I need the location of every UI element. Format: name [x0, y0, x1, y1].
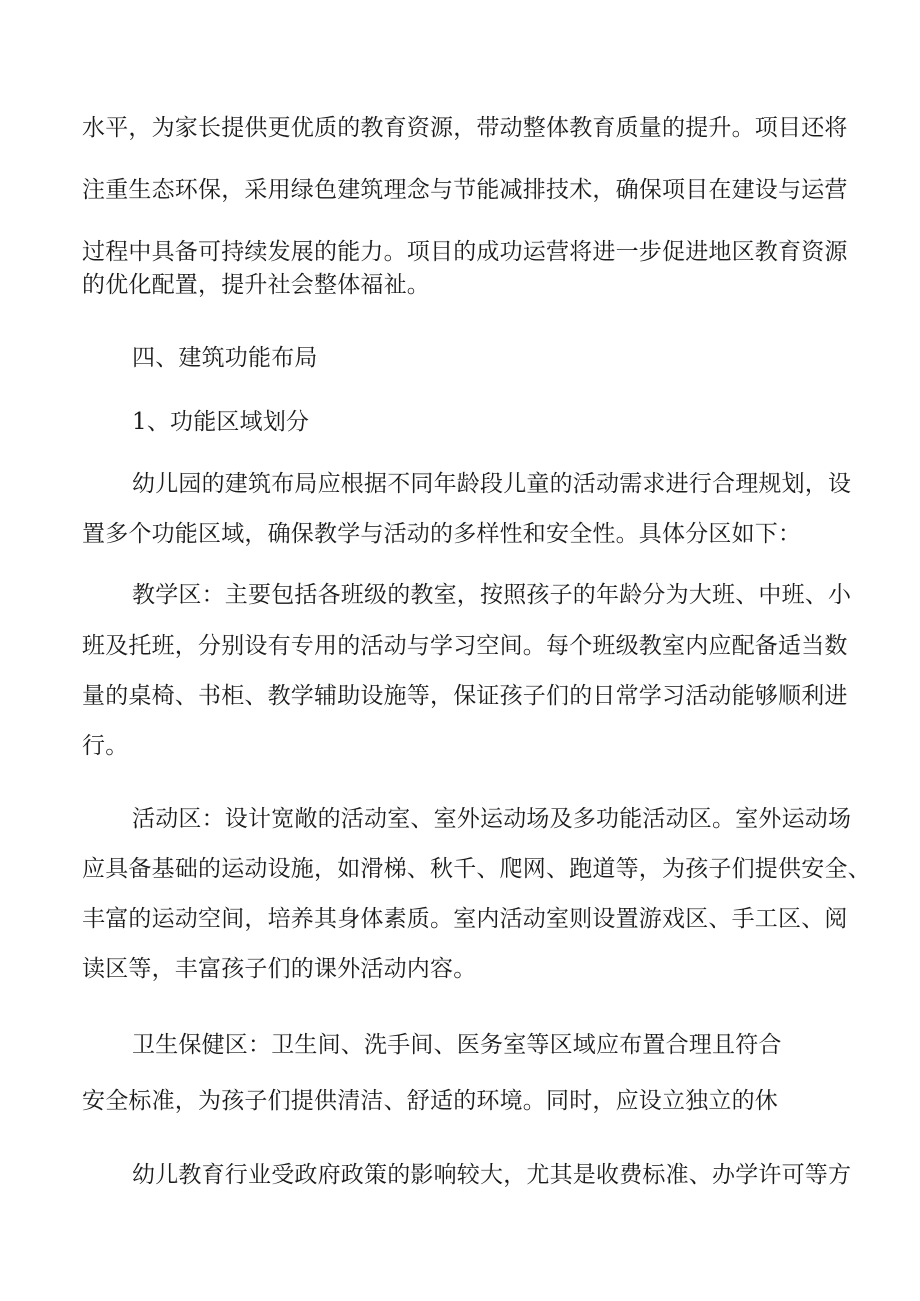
paragraph-line: 幼儿教育行业受政府政策的影响较大，尤其是收费标准、办学许可等方: [132, 1162, 852, 1188]
paragraph-line: 注重生态环保，采用绿色建筑理念与节能减排技术，确保项目在建设与运营: [82, 177, 848, 203]
paragraph-line: 教学区：主要包括各班级的教室，按照孩子的年龄分为大班、中班、小: [132, 582, 852, 608]
paragraph-line: 行。: [82, 733, 129, 759]
paragraph-line: 读区等，丰富孩子们的课外活动内容。: [82, 956, 477, 982]
section-heading: 四、建筑功能布局: [132, 345, 318, 371]
paragraph-line: 过程中具备可持续发展的能力。项目的成功运营将进一步促进地区教育资源: [82, 239, 848, 265]
paragraph-line: 应具备基础的运动设施，如滑梯、秋千、爬网、跑道等，为孩子们提供安全、: [82, 856, 871, 882]
paragraph-line: 量的桌椅、书柜、教学辅助设施等，保证孩子们的日常学习活动能够顺利进: [82, 683, 848, 709]
subsection-heading: 1、功能区域划分: [132, 409, 310, 435]
paragraph-line: 幼儿园的建筑布局应根据不同年龄段儿童的活动需求进行合理规划，设: [132, 471, 852, 497]
paragraph-line: 卫生保健区：卫生间、洗手间、医务室等区域应布置合理且符合: [132, 1032, 782, 1058]
paragraph-line: 水平，为家长提供更优质的教育资源，带动整体教育质量的提升。项目还将: [82, 115, 848, 141]
paragraph-line: 安全标准，为孩子们提供清洁、舒适的环境。同时，应设立独立的休: [82, 1088, 778, 1114]
paragraph-line: 的优化配置，提升社会整体福祉。: [82, 272, 430, 298]
paragraph-line: 丰富的运动空间，培养其身体素质。室内活动室则设置游戏区、手工区、阅: [82, 906, 848, 932]
paragraph-line: 活动区：设计宽敞的活动室、室外运动场及多功能活动区。室外运动场: [132, 806, 852, 832]
paragraph-line: 置多个功能区域，确保教学与活动的多样性和安全性。具体分区如下：: [82, 521, 802, 547]
paragraph-line: 班及托班，分别设有专用的活动与学习空间。每个班级教室内应配备适当数: [82, 633, 848, 659]
